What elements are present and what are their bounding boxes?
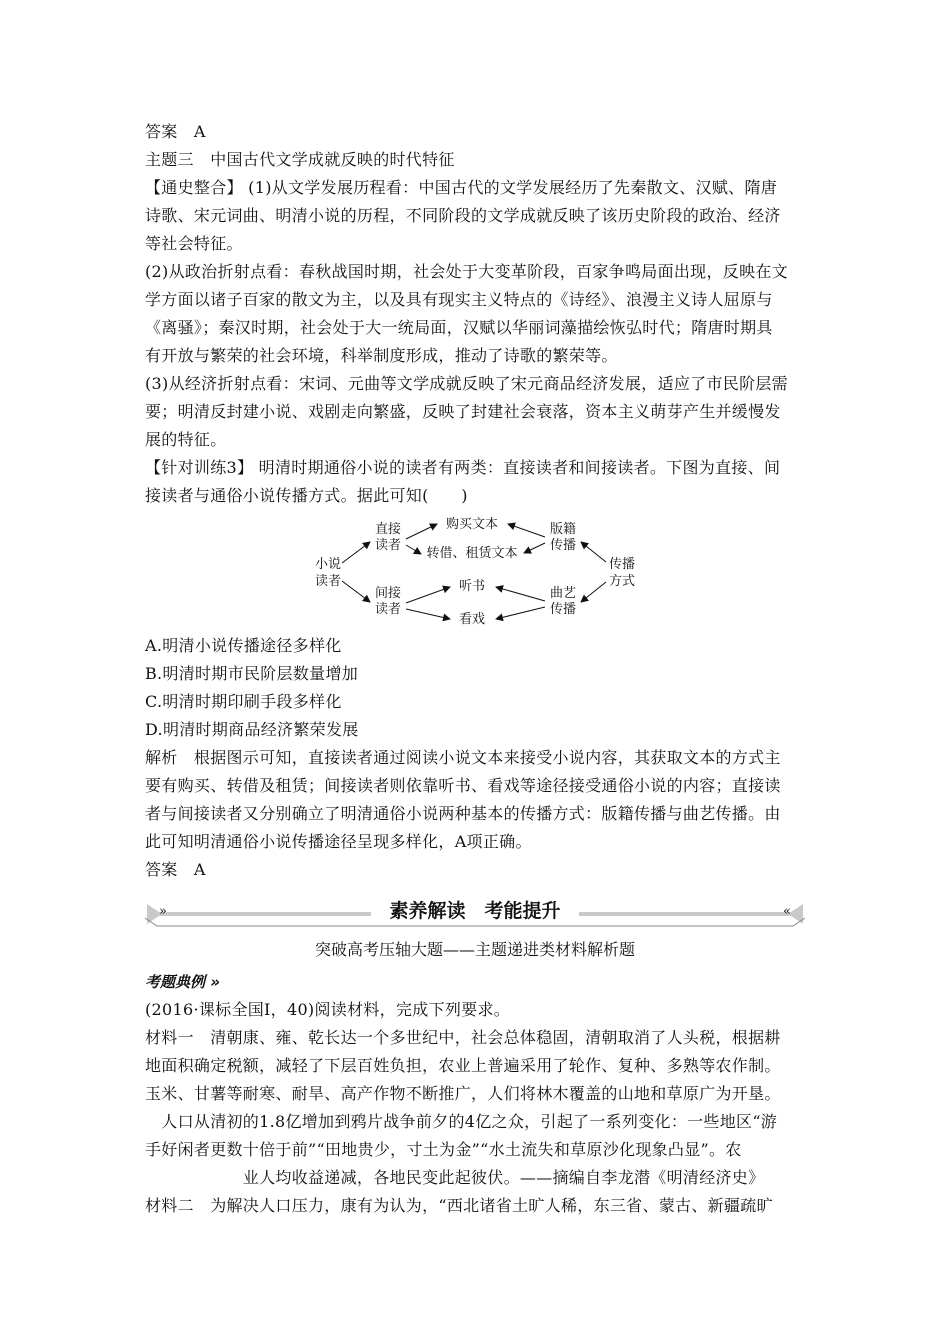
paragraph-line: 有开放与繁荣的社会环境，科举制度形成，推动了诗歌的繁荣等。 bbox=[145, 346, 618, 365]
arrow bbox=[508, 524, 545, 537]
arrow bbox=[406, 609, 450, 619]
arrow bbox=[496, 587, 545, 601]
paragraph-line: 等社会特征。 bbox=[145, 234, 243, 253]
analysis-line: 者与间接读者又分别确立了明清通俗小说两种基本的传播方式：版籍传播与曲艺传播。由 bbox=[145, 804, 781, 823]
option-b: B.明清时期市民阶层数量增加 bbox=[145, 664, 359, 683]
arrow bbox=[581, 582, 606, 602]
arrow bbox=[581, 542, 606, 562]
transmission-diagram bbox=[300, 515, 650, 630]
question-source: (2016·课标全国Ⅰ，40)阅读材料，完成下列要求。 bbox=[145, 1000, 511, 1019]
banner-right-mark: « bbox=[783, 904, 791, 919]
node-spread-mode: 传播 bbox=[608, 557, 636, 572]
arrow bbox=[406, 587, 450, 603]
paragraph-line: 展的特征。 bbox=[145, 430, 227, 449]
material-line: 玉米、甘薯等耐寒、耐旱、高产作物不断推广，人们将林木覆盖的山地和草原广为开垦。 bbox=[145, 1084, 781, 1103]
arrow bbox=[406, 545, 421, 554]
node-novel-readers: 读者 bbox=[314, 574, 342, 589]
node-print-spread: 版籍 bbox=[549, 522, 577, 537]
material-line: 地面积确定税额，减轻了下层百姓负担，农业上普遍采用了轮作、复种、多熟等农作制。 bbox=[145, 1056, 781, 1075]
node-listen-story: 听书 bbox=[458, 579, 486, 594]
node-spread-mode: 方式 bbox=[608, 574, 636, 589]
paragraph-line: 诗歌、宋元词曲、明清小说的历程，不同阶段的文学成就反映了该历史阶段的政治、经济 bbox=[145, 206, 781, 225]
node-buy-text: 购买文本 bbox=[445, 517, 499, 532]
banner-title: 素养解读 考能提升 bbox=[371, 900, 578, 922]
paragraph-line: 【通史整合】 (1)从文学发展历程看：中国古代的文学发展经历了先秦散文、汉赋、隋唐 bbox=[145, 178, 778, 197]
analysis-line: 要有购买、转借及租赁；间接读者则依靠听书、看戏等途径接受通俗小说的内容；直接读 bbox=[145, 776, 781, 795]
node-direct-readers: 读者 bbox=[374, 538, 402, 553]
material-line: 业人均收益递减，各地民变此起彼伏。——摘编自李龙潜《明清经济史》 bbox=[145, 1168, 765, 1187]
arrow bbox=[524, 543, 545, 553]
exercise-line: 接读者与通俗小说传播方式。据此可知( ) bbox=[145, 486, 468, 505]
example-heading: 考题典例 » bbox=[145, 973, 220, 991]
banner-left-mark: » bbox=[159, 904, 167, 919]
paragraph-line: (2)从政治折射点看：春秋战国时期，社会处于大变革阶段，百家争鸣局面出现，反映在文 bbox=[145, 262, 788, 281]
paragraph-line: 要；明清反封建小说、戏剧走向繁盛，反映了封建社会衰落，资本主义萌芽产生并缓慢发 bbox=[145, 402, 781, 421]
node-watch-opera: 看戏 bbox=[458, 612, 486, 627]
material-line: 手好闲者更数十倍于前”“田地贵少，寸土为金”“水土流失和草原沙化现象凸显”。农 bbox=[145, 1140, 742, 1159]
arrow bbox=[342, 581, 370, 602]
analysis-line: 解析 根据图示可知，直接读者通过阅读小说文本来接受小说内容，其获取文本的方式主 bbox=[145, 748, 781, 767]
answer-line-2: 答案 A bbox=[145, 860, 206, 879]
paragraph-line: (3)从经济折射点看：宋词、元曲等文学成就反映了宋元商品经济发展，适应了市民阶层需 bbox=[145, 374, 788, 393]
answer-line-1: 答案 A bbox=[145, 122, 206, 141]
node-indirect-readers: 读者 bbox=[374, 602, 402, 617]
exercise-line: 【针对训练3】 明清时期通俗小说的读者有两类：直接读者和间接读者。下图为直接、间 bbox=[145, 458, 781, 477]
subtitle: 突破高考压轴大题——主题递进类材料解析题 bbox=[314, 940, 635, 959]
material-line: 材料二 为解决人口压力，康有为认为，“西北诸省土旷人稀，东三省、蒙古、新疆疏旷 bbox=[145, 1196, 773, 1215]
arrow bbox=[342, 542, 370, 563]
node-novel-readers: 小说 bbox=[314, 557, 342, 572]
node-print-spread: 传播 bbox=[549, 538, 577, 553]
node-indirect-readers: 间接 bbox=[374, 586, 402, 601]
option-a: A.明清小说传播途径多样化 bbox=[145, 636, 342, 655]
material-line: 材料一 清朝康、雍、乾长达一个多世纪中，社会总体稳固，清朝取消了人头税，根据耕 bbox=[145, 1028, 781, 1047]
arrow bbox=[496, 607, 545, 619]
material-line: 人口从清初的1.8亿增加到鸦片战争前夕的4亿之众，引起了一系列变化：一些地区“游 bbox=[145, 1112, 778, 1131]
node-opera-spread: 传播 bbox=[549, 602, 577, 617]
node-opera-spread: 曲艺 bbox=[549, 586, 577, 601]
node-direct-readers: 直接 bbox=[374, 522, 402, 537]
analysis-line: 此可知明清通俗小说传播途径呈现多样化，A项正确。 bbox=[145, 832, 532, 851]
node-borrow-rent: 转借、租赁文本 bbox=[426, 546, 518, 561]
paragraph-line: 《离骚》；秦汉时期，社会处于大一统局面，汉赋以华丽词藻描绘恢弘时代；隋唐时期具 bbox=[145, 318, 773, 337]
topic-heading: 主题三 中国古代文学成就反映的时代特征 bbox=[145, 150, 455, 169]
option-d: D.明清时期商品经济繁荣发展 bbox=[145, 720, 359, 739]
arrow bbox=[406, 524, 437, 539]
paragraph-line: 学方面以诸子百家的散文为主，以及具有现实主义特点的《诗经》、浪漫主义诗人屈原与 bbox=[145, 290, 773, 309]
option-c: C.明清时期印刷手段多样化 bbox=[145, 692, 342, 711]
